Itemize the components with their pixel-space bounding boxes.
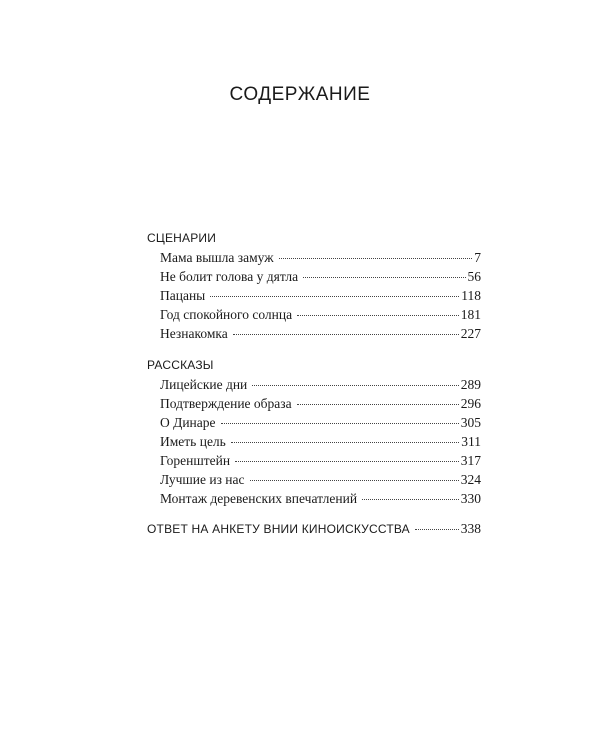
toc-entry-page: 56	[467, 269, 481, 284]
toc-entry-title: Монтаж деревенских впечатлений	[160, 491, 358, 506]
toc-entry-page: 289	[460, 377, 481, 392]
toc-entry[interactable]	[160, 250, 481, 269]
toc-entry-title: Лицейские дни	[160, 377, 248, 392]
page-title: СОДЕРЖАНИЕ	[229, 84, 371, 105]
dot-leader	[231, 442, 459, 443]
dot-leader	[221, 423, 459, 424]
toc-entry-page: 317	[460, 453, 481, 468]
section-heading-stories: РАССКАЗЫ	[147, 358, 214, 372]
dot-leader	[297, 404, 459, 405]
toc-entry[interactable]	[160, 472, 481, 491]
appendix-page: 338	[460, 521, 481, 536]
section-entries-scripts	[160, 250, 481, 345]
toc-entry[interactable]	[160, 307, 481, 326]
toc-entry[interactable]	[160, 491, 481, 510]
dot-leader	[250, 480, 459, 481]
dot-leader	[415, 529, 459, 530]
toc-entry[interactable]	[160, 326, 481, 345]
dot-leader	[297, 315, 459, 316]
toc-entry[interactable]	[160, 396, 481, 415]
toc-entry[interactable]	[160, 377, 481, 396]
toc-entry-page: 324	[460, 472, 481, 487]
toc-entry-title: О Динаре	[160, 415, 216, 430]
toc-entry-title: Лучшие из нас	[160, 472, 245, 487]
toc-entry[interactable]	[160, 288, 481, 307]
toc-entry-page: 118	[461, 288, 481, 303]
toc-entry-page: 296	[460, 396, 481, 411]
dot-leader	[235, 461, 459, 462]
section-entries-stories	[160, 377, 481, 510]
toc-entry-appendix[interactable]	[147, 521, 481, 537]
section-heading-scripts: СЦЕНАРИИ	[147, 231, 217, 245]
dot-leader	[279, 258, 473, 259]
dot-leader	[303, 277, 465, 278]
toc-entry-page: 227	[460, 326, 481, 341]
toc-entry-title: Год спокойного солнца	[160, 307, 293, 322]
toc-entry-title: Горенштейн	[160, 453, 231, 468]
toc-entry-title: Не болит голова у дятла	[160, 269, 299, 284]
toc-entry-title: Пацаны	[160, 288, 206, 303]
toc-entry[interactable]	[160, 453, 481, 472]
dot-leader	[362, 499, 459, 500]
toc-entry-page: 305	[460, 415, 481, 430]
toc-entry[interactable]	[160, 269, 481, 288]
appendix-title: ОТВЕТ НА АНКЕТУ ВНИИ КИНОИСКУССТВА	[147, 522, 410, 536]
toc-entry[interactable]	[160, 415, 481, 434]
toc-entry-page: 181	[460, 307, 481, 322]
dot-leader	[252, 385, 458, 386]
toc-entry-page: 330	[460, 491, 481, 506]
dot-leader	[233, 334, 459, 335]
toc-entry-page: 7	[474, 250, 481, 265]
dot-leader	[210, 296, 459, 297]
toc-entry-title: Иметь цель	[160, 434, 226, 449]
toc-entry-page: 311	[461, 434, 481, 449]
toc-entry-title: Мама вышла замуж	[160, 250, 274, 265]
toc-entry[interactable]	[160, 434, 481, 453]
toc-entry-title: Подтверждение образа	[160, 396, 292, 411]
toc-entry-title: Незнакомка	[160, 326, 228, 341]
